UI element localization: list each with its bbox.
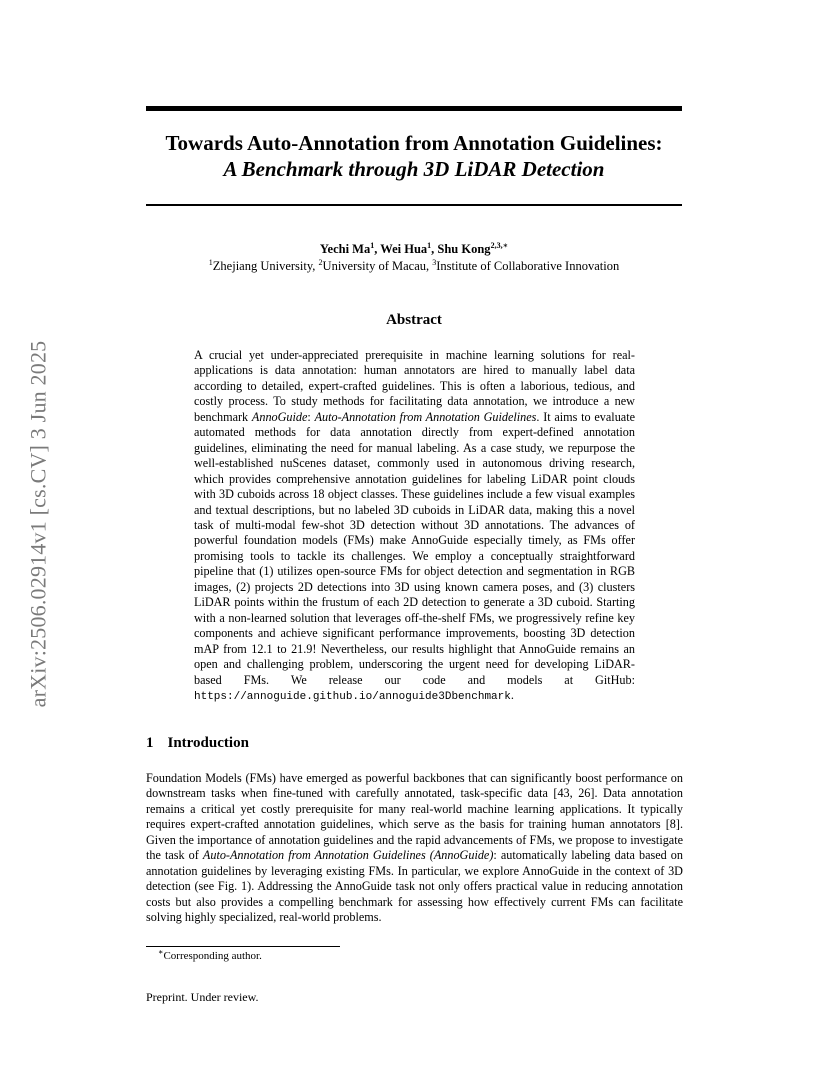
section-heading [146, 735, 249, 752]
abstract-text: A crucial yet under-appreciated prerequisite in machine learning solutions for real-applications is data annotation: human annotators are hired to manually label data according to detailed, expert-crafted guidelines. This is often a laborious, tedious, and costly process. To study methods for facilitating data annotation, we introduce a new benchmark [194, 348, 635, 424]
github-link[interactable]: https://annoguide.github.io/annoguide3Dbenchmark [194, 690, 511, 703]
abstract-body [194, 348, 635, 705]
abstract-heading: Abstract [386, 312, 442, 328]
affil-mark: 3 [432, 257, 437, 267]
author-affil-mark: 1 [370, 240, 375, 250]
affil-mark: 1 [208, 257, 213, 267]
affiliation: University of Macau, [322, 259, 433, 273]
title-rule-bottom [146, 204, 682, 206]
footnote-rule [146, 946, 340, 947]
abstract-emphasis: AnnoGuide [251, 409, 308, 424]
preprint-note: Preprint. Under review. [146, 990, 259, 1004]
abstract-emphasis: Auto-Annotation from Annotation Guidelines [314, 409, 537, 424]
abstract-text: . It aims to evaluate automated methods for data annotation directly from expert-defined annotation guidelines, eliminating the need for manual labeling. As a case study, we repurpose the well-established nuScenes dataset, commonly used in autonomous driving research, which provides comprehensive annotation guidelines for labeling LiDAR point clouds with 3D cuboids across 18 object classes. These guidelines include a few visual examples and textual descriptions, but no labeled 3D cuboids in LiDAR data, making this a novel task of multi-modal few-shot 3D detection without 3D annotations. The advances of powerful foundation models (FMs) make AnnoGuide especially timely, as FMs offer promising tools to tackle its challenges. We employ a conceptually straightforward pipeline that (1) utilizes open-source FMs for object detection and segmentation in RGB images, (2) projects 2D detections into 3D using known camera poses, and (3) clusters LiDAR points within the frustum of each 2D detection to generate a 3D cuboid. Starting with a non-learned solution that leverages off-the-shelf FMs, we progressively refine key components and achieve significant performance improvements, boosting 3D detection mAP from 12.1 to 21.9! Nevertheless, our results highlight that AnnoGuide remains an open and challenging problem, underscoring the urgent need for developing LiDAR-based FMs. We release our code and models at GitHub: [194, 409, 635, 687]
affiliation: Zhejiang University, [212, 259, 319, 273]
intro-emphasis: Auto-Annotation from Annotation Guidelines (AnnoGuide) [202, 848, 494, 863]
affiliations [146, 258, 682, 275]
arxiv-stamp-text: arXiv:2506.02914v1 [cs.CV] 3 Jun 2025 [25, 340, 50, 708]
affil-mark: 2 [318, 257, 323, 267]
affiliation: Institute of Collaborative Innovation [436, 259, 620, 273]
title-rule-top [146, 106, 682, 111]
author-name: Yechi Ma [319, 242, 371, 256]
author-name: Shu Kong [437, 242, 491, 256]
section-title: Introduction [167, 735, 249, 751]
intro-text: Foundation Models (FMs) have emerged as powerful backbones that can significantly boost performance on downstream tasks when fine-tuned with carefully annotated, task-specific data [43, 26]. Data annotation remains a critical yet costly prerequisite for many real-world machine learning applications. It typically requires expert-crafted annotation guidelines, which serve as the basis for training human annotators [8]. Given the importance of annotation guidelines and the rapid advancements of FMs, we propose to investigate the task of [146, 771, 683, 863]
author-affil-mark: 1 [427, 240, 432, 250]
author-affil-mark: 2,3,∗ [490, 240, 509, 250]
footnote-mark: ∗ [158, 947, 164, 957]
title-line-2: A Benchmark through 3D LiDAR Detection [223, 157, 605, 181]
title-line-1: Towards Auto-Annotation from Annotation Guidelines: [165, 131, 663, 155]
author-name: Wei Hua [380, 242, 428, 256]
section-number: 1 [146, 735, 154, 751]
intro-text: : automatically labeling data based on annotation guidelines by leveraging existing FMs. In particular, we explore AnnoGuide in the context of 3D detection (see Fig. 1). Addressing the AnnoGuide task not only offers practical value in reducing annotation costs but also provides a compelling benchmark for assessing how effectively current FMs can facilitate solving highly specialized, real-world problems. [146, 848, 683, 925]
author-block [146, 241, 682, 275]
abstract-text: : [307, 409, 315, 424]
abstract-text: . [510, 687, 514, 702]
intro-paragraph [146, 771, 683, 926]
arxiv-stamp [26, 296, 50, 752]
author-names: Yechi Ma$^1$, Wei Hua$^1$, Shu Kong$^{2,3,∗}$ [319, 240, 509, 256]
paper-title [146, 130, 682, 182]
footnote [158, 949, 262, 963]
footnote-text: Corresponding author. [163, 950, 262, 962]
